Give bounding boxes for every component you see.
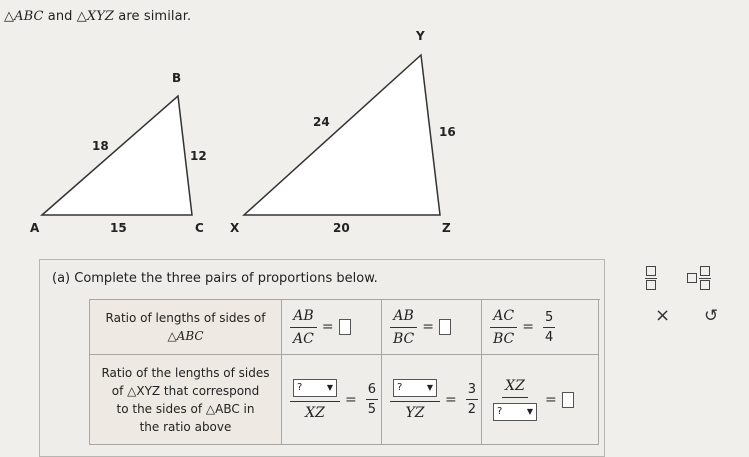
row-label-line: △ABC [167, 329, 204, 343]
fraction [490, 378, 540, 421]
fraction-denominator: YZ [405, 404, 425, 421]
fraction-tool-icon[interactable] [645, 266, 657, 290]
fraction-denominator: 4 [545, 329, 554, 345]
side-label-bc: 12 [190, 149, 207, 163]
fraction-numerator: XZ [502, 378, 528, 398]
chevron-down-icon: ▼ [326, 383, 333, 393]
fraction [290, 308, 317, 347]
question-panel [39, 259, 605, 457]
panel-title: (a) Complete the three pairs of proportions below. [52, 271, 378, 286]
equals-sign: = [321, 319, 334, 335]
proportion-cell [382, 300, 482, 355]
row-label-line: Ratio of lengths of sides of [105, 311, 266, 325]
triangle-xyz [244, 55, 440, 215]
row-label [90, 355, 282, 445]
fraction-denominator: XZ [305, 404, 325, 421]
row-label [90, 300, 282, 355]
value-fraction [466, 382, 478, 417]
vertex-label-z: Z [442, 221, 451, 235]
fraction [390, 378, 440, 421]
fraction-numerator [390, 378, 440, 402]
side-select[interactable] [393, 379, 437, 397]
fraction-numerator: 5 [543, 310, 555, 328]
table-row [90, 355, 600, 445]
mixed-number-tool-icon[interactable] [687, 266, 711, 290]
side-select[interactable] [293, 379, 337, 397]
side-label-yz: 16 [439, 125, 456, 139]
equals-sign: = [345, 391, 357, 408]
fraction-numerator: 6 [366, 382, 378, 400]
proportions-table [89, 299, 600, 445]
clear-icon[interactable]: × [655, 305, 671, 326]
row-label-line: Ratio of the lengths of sides [101, 365, 270, 380]
fraction-numerator: AB [390, 308, 416, 328]
answer-input[interactable] [339, 319, 351, 335]
side-label-ac: 15 [110, 221, 127, 235]
fraction [290, 378, 340, 421]
undo-icon[interactable]: ↺ [704, 306, 719, 326]
row-label-line: of △XYZ that correspond [111, 383, 260, 398]
answer-input[interactable] [562, 392, 574, 408]
row-label-line: to the sides of △ABC in [116, 401, 255, 416]
side-label-ab: 18 [92, 139, 109, 153]
triangle-symbol: △ [76, 9, 87, 24]
select-value: ? [397, 382, 403, 394]
vertex-label-a: A [30, 221, 40, 235]
answer-input[interactable] [439, 319, 451, 335]
fraction-denominator: 5 [367, 402, 377, 417]
equals-sign: = [445, 391, 457, 408]
side-label-xz: 20 [333, 221, 350, 235]
equals-sign: = [545, 391, 557, 408]
fraction-denominator: BC [493, 330, 515, 347]
proportion-cell [282, 300, 382, 355]
vertex-label-x: X [230, 221, 240, 235]
intro-rest: are similar. [114, 9, 192, 24]
vertex-label-c: C [195, 221, 204, 235]
fraction-numerator [290, 378, 340, 402]
equals-sign: = [522, 319, 534, 335]
triangle-xyz-name: XYZ [86, 9, 115, 24]
value-fraction [543, 310, 555, 345]
proportion-cell [282, 355, 382, 445]
fraction-numerator: AC [490, 308, 517, 328]
select-value: ? [497, 406, 503, 418]
triangle-abc [42, 96, 192, 215]
fraction-denominator: BC [393, 330, 415, 347]
table-row [90, 300, 600, 355]
row-label-line: the ratio above [139, 419, 232, 434]
vertex-label-y: Y [416, 29, 425, 43]
side-label-xy: 24 [313, 115, 330, 129]
fraction-denominator: 2 [467, 402, 477, 417]
proportion-cell [482, 355, 599, 445]
fraction [490, 308, 517, 347]
triangle-abc-name: ABC [14, 9, 44, 24]
fraction-denominator: AC [293, 330, 314, 347]
intro-and: and [43, 9, 77, 24]
chevron-down-icon: ▼ [426, 383, 433, 393]
side-select[interactable] [493, 403, 537, 421]
equals-sign: = [422, 319, 434, 335]
fraction [390, 308, 417, 347]
fraction-denominator [490, 398, 540, 421]
fraction-numerator: 3 [466, 382, 478, 400]
vertex-label-b: B [172, 71, 182, 85]
triangle-symbol: △ [4, 9, 15, 24]
select-value: ? [297, 382, 303, 394]
value-fraction [366, 382, 378, 417]
proportion-cell [382, 355, 482, 445]
chevron-down-icon: ▼ [526, 407, 533, 417]
fraction-numerator: AB [290, 308, 316, 328]
proportion-cell [482, 300, 599, 355]
